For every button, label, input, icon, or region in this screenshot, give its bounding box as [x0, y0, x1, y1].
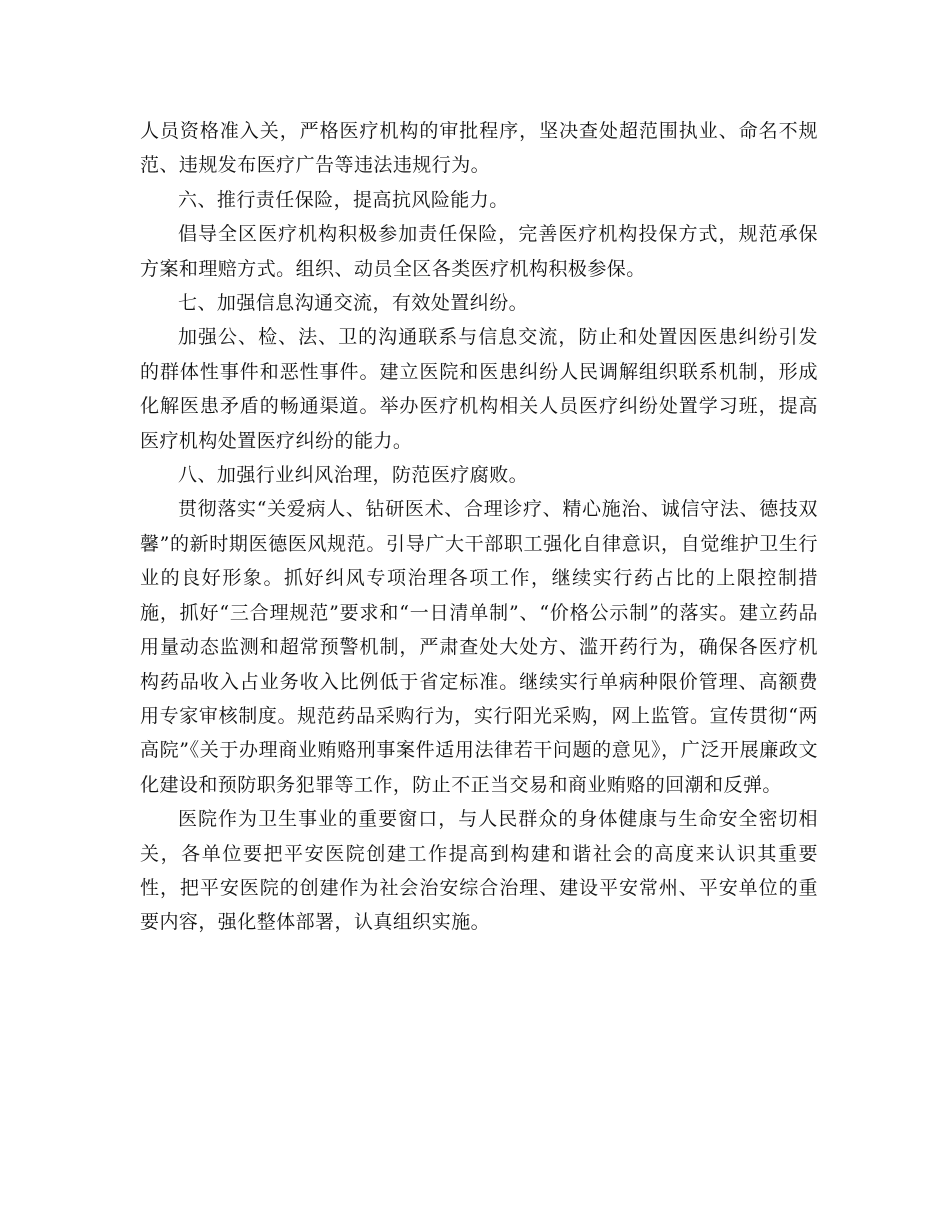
paragraph-insurance: 倡导全区医疗机构积极参加责任保险，完善医疗机构投保方式，规范承保方案和理赔方式。组织、动员全区各类医疗机构积极参保。 — [140, 223, 818, 280]
paragraph-anti-corruption: 贯彻落实“关爱病人、钻研医术、合理诊疗、精心施治、诚信守法、德技双馨”的新时期医德医风规范。引导广大干部职工强化自律意识，自觉维护卫生行业的良好形象。抓好纠风专项治理各项工作，继续实行药占比的上限控制措施，抓好“三合理规范”要求和“一日清单制”、“价格公示制”的落实。建立药品用量动态监测和超常预警机制，严肃查处大处方、滥开药行为，确保各医疗机构药品收入占业务收入比例低于省定标准。继续实行单病种限价管理、高额费用专家审核制度。规范药品采购行为，实行阳光采购，网上监管。宣传贯彻“两高院”《关于办理商业贿赂刑事案件适用法律若干问题的意见》，广泛开展廉政文化建设和预防职务犯罪等工作，防止不正当交易和商业贿赂的回潮和反弹。 — [140, 498, 818, 796]
paragraph-continued: 人员资格准入关，严格医疗机构的审批程序，坚决查处超范围执业、命名不规范、违规发布医疗广告等违法违规行为。 — [140, 120, 818, 177]
paragraph-communication: 加强公、检、法、卫的沟通联系与信息交流，防止和处置因医患纠纷引发的群体性事件和恶性事件。建立医院和医患纠纷人民调解组织联系机制，形成化解医患矛盾的畅通渠道。举办医疗机构相关人员医疗纠纷处置学习班，提高医疗机构处置医疗纠纷的能力。 — [140, 326, 818, 452]
paragraph-conclusion: 医院作为卫生事业的重要窗口，与人民群众的身体健康与生命安全密切相关，各单位要把平安医院创建工作提高到构建和谐社会的高度来认识其重要性，把平安医院的创建作为社会治安综合治理、建设平安常州、平安单位的重要内容，强化整体部署，认真组织实施。 — [140, 808, 818, 934]
document-body — [140, 114, 818, 940]
section-heading-6: 六、推行责任保险，提高抗风险能力。 — [178, 188, 509, 211]
section-heading-7: 七、加强信息沟通交流，有效处置纠纷。 — [178, 292, 529, 315]
section-heading-8: 八、加强行业纠风治理，防范医疗腐败。 — [178, 464, 529, 487]
